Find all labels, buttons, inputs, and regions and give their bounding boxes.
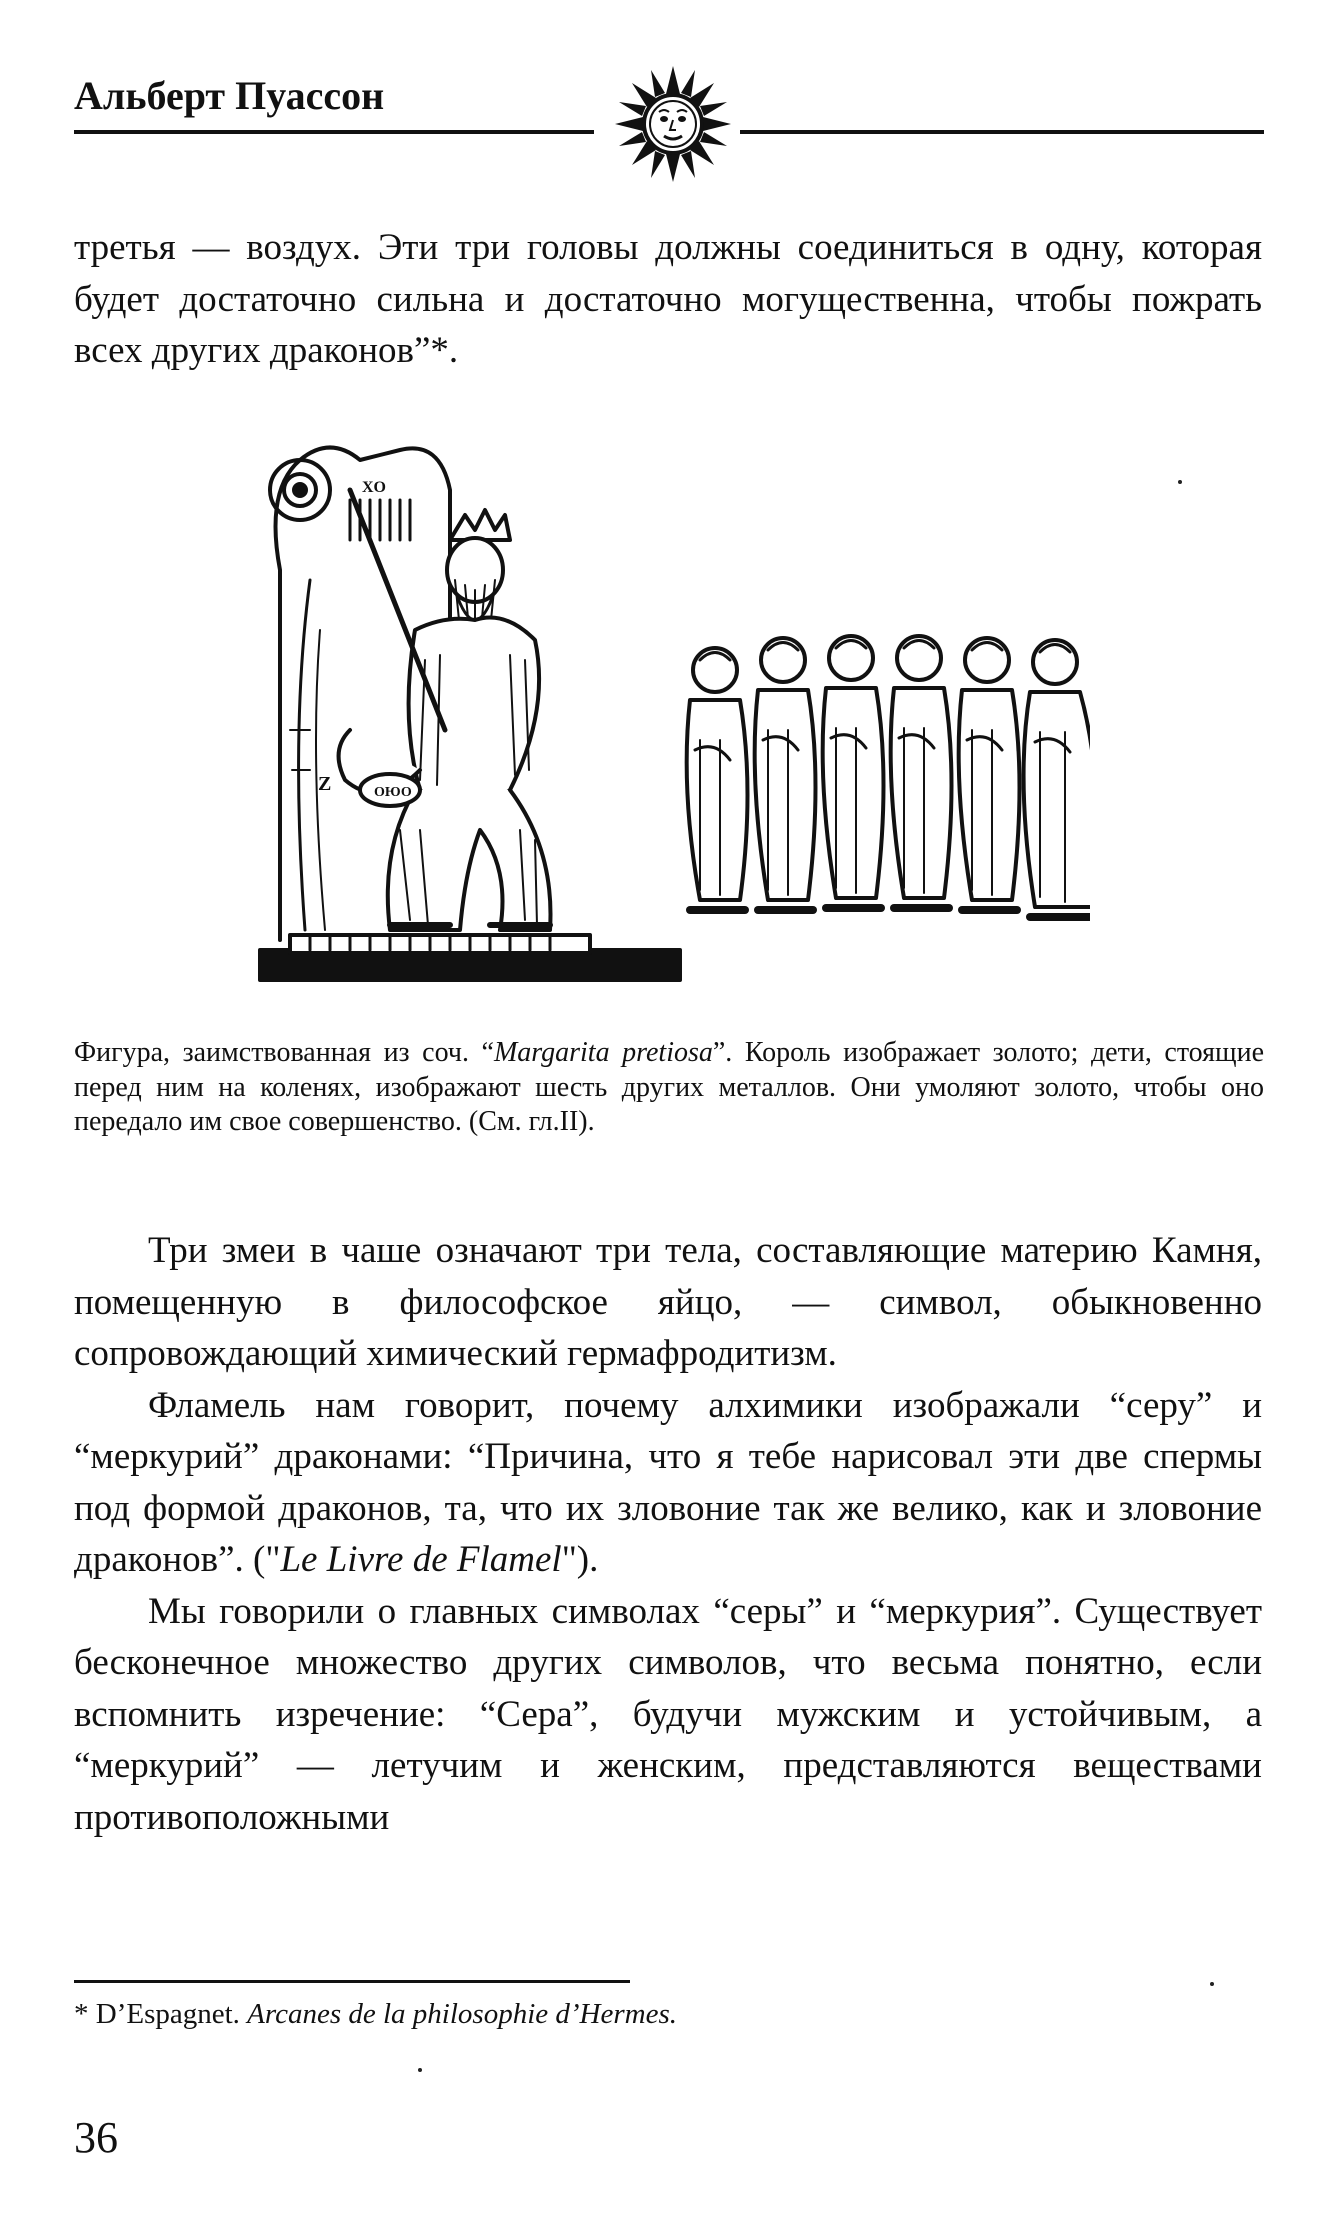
caption-prefix: Фигура, заимствованная из соч. “ bbox=[74, 1037, 494, 1068]
caption-title: Margarita pretiosa bbox=[493, 1037, 713, 1068]
header-rule-right bbox=[740, 130, 1264, 134]
running-title: Альберт Пуассон bbox=[74, 73, 385, 118]
paragraph-symbols: Мы говорили о главных символах “серы” и “меркурия”. Существует бесконечное множество других символов, что весьма понятно, если вспомнить изречение: “Сера”, будучи мужским и устойчивым, а “меркурий” — летучим и женским, представляются веществами противоположными bbox=[74, 1590, 1262, 1838]
coin-label: ОЮО bbox=[374, 785, 412, 800]
footnote-title: Arcanes de la philosophie d’Hermes. bbox=[247, 1998, 677, 2030]
paragraph-flamel-text: Фламель нам говорит, почему алхимики изображали “серу” и “меркурий” драконами: “Причина, что я тебе нарисовал эти две спермы под формой драконов, та, что их зловоние так же велико, как и зловоние драконов”. (" bbox=[74, 1384, 1262, 1580]
paragraph-flamel bbox=[74, 1380, 1262, 1586]
running-header bbox=[74, 62, 1264, 192]
paragraph-continuation: третья — воздух. Эти три головы должны соединиться в одну, которая будет достаточно сильна и достаточно могущественна, чтобы пожрать всех других драконов”*. bbox=[74, 227, 1262, 371]
paragraph-flamel-end: "). bbox=[561, 1539, 599, 1580]
text-top bbox=[74, 222, 1262, 377]
throne-letter: Z bbox=[318, 773, 332, 795]
scroll-label: XO bbox=[362, 479, 386, 496]
footnote-marker: * D’Espagnet. bbox=[74, 1998, 248, 2030]
page-number: 36 bbox=[74, 2113, 118, 2162]
footnote bbox=[74, 1996, 1174, 2032]
footnote-rule bbox=[74, 1980, 630, 1983]
flamel-book-title: Le Livre de Flamel bbox=[280, 1539, 562, 1580]
sun-face-icon bbox=[608, 62, 738, 192]
text-body bbox=[74, 1225, 1262, 1843]
paragraph-serpents: Три змеи в чаше означают три тела, составляющие материю Камня, помещенную в философское яйцо, — символ, обыкновенно сопровождающий химический гермафродитизм. bbox=[74, 1230, 1262, 1374]
caption-suffix: ”. Король изображает золото; дети, стоящие перед ним на коленях, изображают шесть других металлов. Они умоляют золото, чтобы оно передало им свое совершенство. (См. гл.II). bbox=[74, 1037, 1264, 1137]
figure-caption bbox=[74, 1036, 1264, 1140]
header-rule-left bbox=[74, 130, 594, 134]
woodcut-illustration bbox=[250, 430, 1090, 990]
